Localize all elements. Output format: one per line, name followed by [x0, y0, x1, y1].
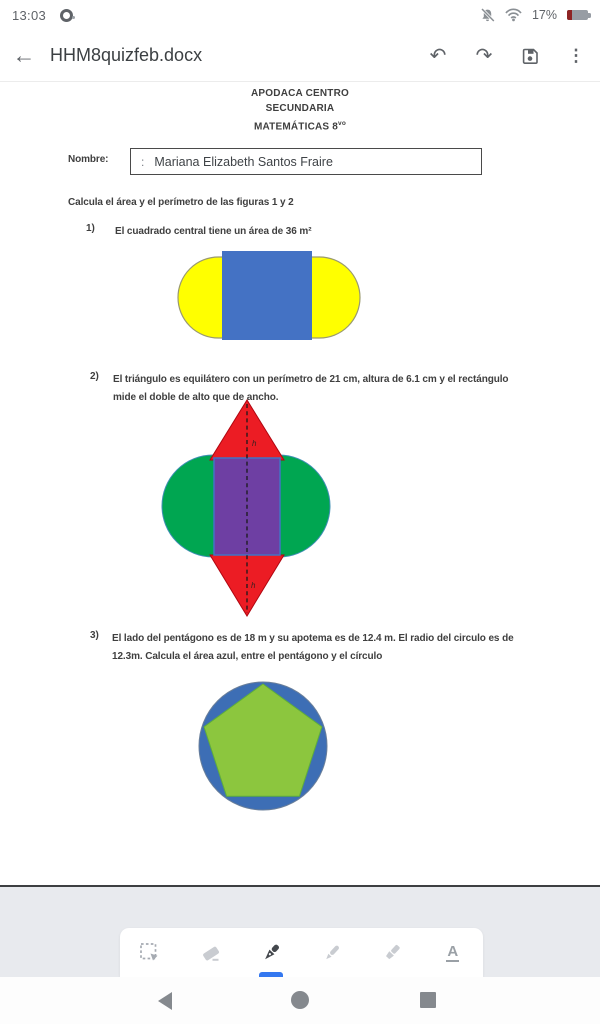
figure3-circle-pentagon: [195, 678, 335, 818]
item2-text: El triángulo es equilátero con un perímetro de 21 cm, altura de 6.1 cm y el rectángulo mide el doble de alto que de ancho.: [113, 374, 509, 403]
notifications-off-icon: [480, 8, 495, 23]
text-tool-icon: A: [447, 942, 459, 960]
android-nav-bar: [0, 977, 600, 1024]
undo-icon[interactable]: ↶: [429, 45, 447, 67]
pen-tool-button[interactable]: [241, 928, 302, 977]
clock: 13:03: [12, 7, 47, 23]
figure1-blue-square: [222, 251, 312, 340]
redo-icon[interactable]: ↷: [475, 45, 493, 67]
eraser-tool-button[interactable]: [181, 928, 242, 977]
item2-number: 2): [90, 371, 99, 382]
item3-text: El lado del pentágono es de 18 m y su apotema es de 12.4 m. El radio del circulo es de 12.3m. Calcula el área azul, entre el pentágono y el círculo: [112, 633, 514, 662]
item1-text: El cuadrado central tiene un área de 36 m²: [115, 226, 312, 237]
select-tool-button[interactable]: [120, 928, 181, 977]
instruction-text: Calcula el área y el perímetro de las figuras 1 y 2: [68, 197, 294, 208]
figure2-composite-shape: [150, 398, 350, 618]
marquee-select-icon: [138, 941, 162, 965]
bottom-panel-background: [0, 887, 600, 977]
item1-number: 1): [86, 223, 95, 234]
name-cursor-mark: :: [141, 154, 145, 169]
app-bar: [0, 30, 600, 82]
figure2-h-label-top: h: [252, 439, 257, 448]
fine-pen-tool-button[interactable]: [302, 928, 363, 977]
name-field[interactable]: [130, 148, 482, 175]
annotation-toolbar: [120, 928, 483, 977]
nav-home-icon[interactable]: [291, 991, 309, 1009]
highlighter-tool-button[interactable]: [362, 928, 423, 977]
document-page: [0, 82, 600, 887]
battery-percent: 17%: [531, 8, 557, 22]
eraser-icon: [199, 941, 223, 965]
nav-recents-icon[interactable]: [420, 992, 436, 1008]
save-icon[interactable]: [518, 44, 542, 68]
name-label: Nombre:: [68, 154, 109, 165]
subject-line: MATEMÁTICAS $8^{vo}$: [253, 120, 347, 133]
back-arrow-icon[interactable]: ←: [12, 42, 36, 68]
status-bar: [0, 0, 600, 30]
pen-icon: [259, 941, 283, 965]
school-line-2: SECUNDARIA: [265, 103, 335, 114]
highlighter-icon: [380, 941, 404, 965]
item3-number: 3): [90, 630, 99, 641]
fine-pen-icon: [320, 941, 344, 965]
figure2-h-label-bottom: h: [251, 581, 256, 590]
battery-icon: [567, 10, 588, 21]
overflow-menu-icon[interactable]: ⋮: [567, 45, 585, 65]
figure1-stadium-square: [170, 245, 390, 345]
school-line-1: APODACA CENTRO: [251, 88, 349, 99]
nav-back-icon[interactable]: [158, 992, 172, 1010]
document-title: HHM8quizfeb.docx: [50, 45, 203, 65]
text-tool-button[interactable]: [423, 928, 484, 977]
wifi-icon: [505, 8, 522, 22]
document-header: [0, 86, 600, 134]
screen-record-icon: [60, 9, 73, 22]
name-value: Mariana Elizabeth Santos Fraire: [154, 154, 333, 169]
